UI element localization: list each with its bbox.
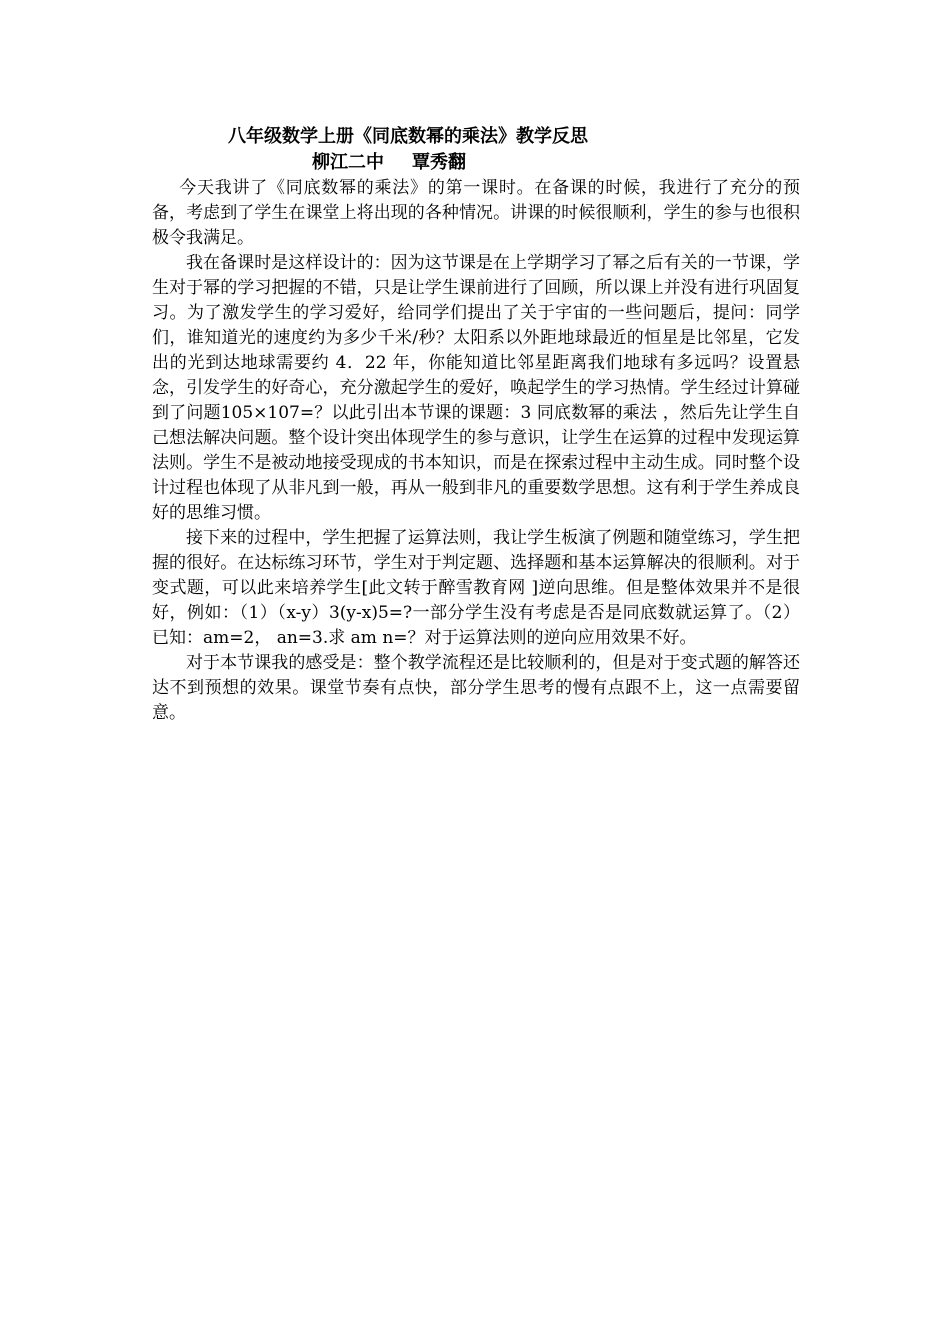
paragraph-4: 对于本节课我的感受是：整个教学流程还是比较顺利的，但是对于变式题的解答还达不到预想的效果。课堂节奏有点快，部分学生思考的慢有点跟不上，这一点需要留意。 bbox=[152, 653, 800, 723]
author-name: 覃秀翻 bbox=[412, 152, 466, 173]
school-name: 柳江二中 bbox=[312, 152, 384, 173]
document-body bbox=[152, 124, 800, 726]
author-line bbox=[152, 150, 800, 176]
paragraph-2: 我在备课时是这样设计的：因为这节课是在上学期学习了幂之后有关的一节课，学生对于幂的学习把握的不错，只是让学生课前进行了回顾，所以课上并没有进行巩固复习。为了激发学生的学习爱好，给同学们提出了关于宇宙的一些问题后，提问：同学们，谁知道光的速度约为多少千米/秒？太阳系以外距地球最近的恒星是比邻星，它发出的光到达地球需要约 4．22 年，你能知道比邻星距离我们地球有多远吗？设置悬念，引发学生的好奇心，充分激起学生的爱好，唤起学生的学习热情。学生经过计算碰到了问题105×107=？以此引出本节课的课题：3 同底数幂的乘法 ，然后先让学生自己想法解决问题。整个设计突出体现学生的参与意识，让学生在运算的过程中发现运算法则。学生不是被动地接受现成的书本知识，而是在探索过程中主动生成。同时整个设计过程也体现了从非凡到一般，再从一般到非凡的重要数学思想。这有利于学生养成良好的思维习惯。 bbox=[152, 253, 800, 523]
document-title: 八年级数学上册《同底数幂的乘法》教学反思 bbox=[228, 126, 588, 147]
paragraph-3: 接下来的过程中，学生把握了运算法则，我让学生板演了例题和随堂练习，学生把握的很好。在达标练习环节，学生对于判定题、选择题和基本运算解决的很顺利。对于变式题，可以此来培养学生[此文转于醉雪教育网 ]逆向思维。但是整体效果并不是很好，例如：（1）（x-y）3(y-x)5=?一部分学生没有考虑是否是同底数就运算了。（2） 已知：am=2， an=3.求 am n=？对于运算法则的逆向应用效果不好。 bbox=[152, 528, 800, 648]
paragraph-1: 今天我讲了《同底数幂的乘法》的第一课时。在备课的时候，我进行了充分的预备，考虑到了学生在课堂上将出现的各种情况。讲课的时候很顺利，学生的参与也很积极令我满足。 bbox=[152, 178, 800, 248]
